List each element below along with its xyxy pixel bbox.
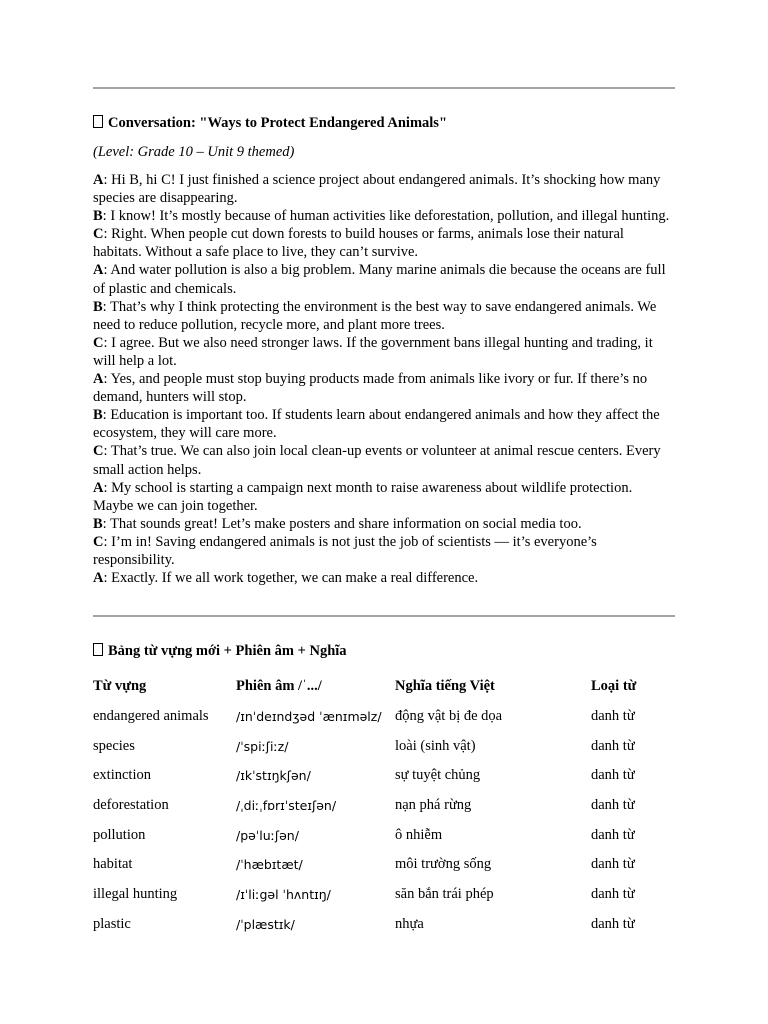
dialogue-text: : Hi B, hi C! I just finished a science project about endangered animals. It’s shocking how many species are disappearing. [93, 172, 661, 207]
cell-word-type: danh từ [591, 737, 635, 754]
conversation-heading [93, 115, 447, 132]
cell-word: plastic [93, 915, 131, 932]
cell-meaning: môi trường sống [395, 856, 492, 873]
dialogue-line [93, 533, 675, 569]
table-row [93, 761, 675, 791]
cell-pronunciation: /ˈplæstɪk/ [236, 916, 295, 932]
dialogue-line [93, 334, 675, 370]
header-word-type: Loại từ [591, 678, 637, 695]
dialogue-text: : My school is starting a campaign next month to raise awareness about wildlife protection. Maybe we can join together. [93, 479, 633, 514]
speaker-label: C [93, 226, 104, 243]
cell-meaning: săn bắn trái phép [395, 886, 494, 903]
speaker-label: C [93, 533, 104, 550]
dialogue-text: : I know! It’s mostly because of human activities like deforestation, pollution, and illegal hunting. [102, 208, 670, 225]
dialogue-text: : Exactly. If we all work together, we can make a real difference. [103, 570, 479, 587]
cell-pronunciation: /ˈhæbɪtæt/ [236, 857, 303, 873]
table-body [93, 702, 675, 940]
speaker-label: B [93, 515, 103, 532]
table-row [93, 880, 675, 910]
dialogue-text: : Education is important too. If students learn about endangered animals and how they affect the ecosystem, they will care more. [93, 407, 660, 442]
dialogue-line [93, 479, 675, 515]
header-word: Từ vựng [93, 678, 147, 695]
cell-meaning: loài (sinh vật) [395, 737, 476, 754]
dialogue-text: : Right. When people cut down forests to build houses or farms, animals lose their natural habitats. Without a safe place to live, they can’t survive. [93, 226, 624, 261]
dialogue-line [93, 370, 675, 406]
dialogue-line [93, 171, 675, 207]
speaker-label: A [93, 371, 104, 388]
dialogue-line [93, 515, 675, 533]
dialogue-line [93, 207, 675, 225]
cell-meaning: nhựa [395, 915, 424, 932]
table-row [93, 702, 675, 732]
table-row [93, 850, 675, 880]
dialogue-line [93, 298, 675, 334]
cell-meaning: sự tuyệt chủng [395, 767, 481, 784]
table-row [93, 791, 675, 821]
speaker-label: B [93, 208, 103, 225]
dialogue [93, 171, 675, 587]
cell-pronunciation: /ɪˈliːgəl ˈhʌntɪŋ/ [236, 887, 331, 903]
cell-pronunciation: /ɪnˈdeɪndʒəd ˈænɪməlz/ [236, 709, 382, 725]
vocabulary-table [93, 672, 675, 939]
conversation-title: Conversation: "Ways to Protect Endangered Animals" [108, 115, 447, 131]
cell-word-type: danh từ [591, 708, 635, 725]
speaker-label: A [93, 570, 104, 587]
cell-pronunciation: /ɪkˈstɪŋkʃən/ [236, 768, 311, 784]
vocabulary-title: Bảng từ vựng mới + Phiên âm + Nghĩa [108, 643, 347, 659]
level-note: (Level: Grade 10 – Unit 9 themed) [93, 144, 295, 160]
cell-pronunciation: /pəˈluːʃən/ [236, 827, 299, 843]
dialogue-text: : That sounds great! Let’s make posters and share information on social media too. [102, 515, 582, 532]
cell-word: habitat [93, 856, 133, 873]
table-row [93, 910, 675, 940]
cell-word: endangered animals [93, 708, 209, 725]
dialogue-line [93, 225, 675, 261]
dialogue-text: : Yes, and people must stop buying products made from animals like ivory or fur. If there’s no demand, hunters will stop. [93, 371, 648, 406]
section-divider [93, 615, 675, 617]
dialogue-text: : That’s true. We can also join local clean-up events or volunteer at animal rescue centers. Every small action helps. [93, 443, 661, 478]
cell-word: species [93, 737, 135, 754]
cell-word-type: danh từ [591, 797, 635, 814]
placeholder-glyph-icon [93, 643, 103, 656]
cell-pronunciation: /ˈspiːʃiːz/ [236, 738, 289, 754]
dialogue-text: : That’s why I think protecting the environment is the best way to save endangered animals. We need to reduce pollution, recycle more, and plant more trees. [93, 298, 657, 333]
cell-word-type: danh từ [591, 767, 635, 784]
speaker-label: C [93, 443, 104, 460]
speaker-label: A [93, 479, 104, 496]
vocabulary-heading [93, 643, 347, 660]
speaker-label: B [93, 407, 103, 424]
table-header-row [93, 672, 675, 702]
dialogue-text: : And water pollution is also a big problem. Many marine animals die because the oceans are full of plastic and chemicals. [93, 262, 666, 297]
dialogue-text: : I agree. But we also need stronger laws. If the government bans illegal hunting and trading, it will help a lot. [93, 334, 653, 369]
header-pronunciation: Phiên âm /ˈ.../ [236, 678, 322, 695]
cell-word-type: danh từ [591, 886, 635, 903]
dialogue-text: : I’m in! Saving endangered animals is not just the job of scientists — it’s everyone’s responsibility. [93, 533, 597, 568]
placeholder-glyph-icon [93, 115, 103, 128]
dialogue-line [93, 442, 675, 478]
cell-word: extinction [93, 767, 151, 784]
table-row [93, 731, 675, 761]
cell-pronunciation: /ˌdiːˌfɒrɪˈsteɪʃən/ [236, 798, 337, 814]
cell-word: pollution [93, 826, 146, 843]
cell-meaning: nạn phá rừng [395, 797, 472, 814]
header-meaning: Nghĩa tiếng Việt [395, 678, 495, 695]
cell-word: deforestation [93, 797, 169, 814]
speaker-label: A [93, 172, 104, 188]
cell-word-type: danh từ [591, 915, 635, 932]
dialogue-line [93, 569, 675, 587]
cell-word: illegal hunting [93, 886, 178, 903]
top-divider [93, 87, 675, 89]
dialogue-line [93, 261, 675, 297]
cell-word-type: danh từ [591, 856, 635, 873]
table-row [93, 820, 675, 850]
dialogue-line [93, 406, 675, 442]
cell-meaning: động vật bị đe dọa [395, 708, 503, 725]
speaker-label: B [93, 298, 103, 315]
cell-meaning: ô nhiễm [395, 826, 443, 843]
speaker-label: A [93, 262, 104, 279]
cell-word-type: danh từ [591, 826, 635, 843]
speaker-label: C [93, 334, 104, 351]
